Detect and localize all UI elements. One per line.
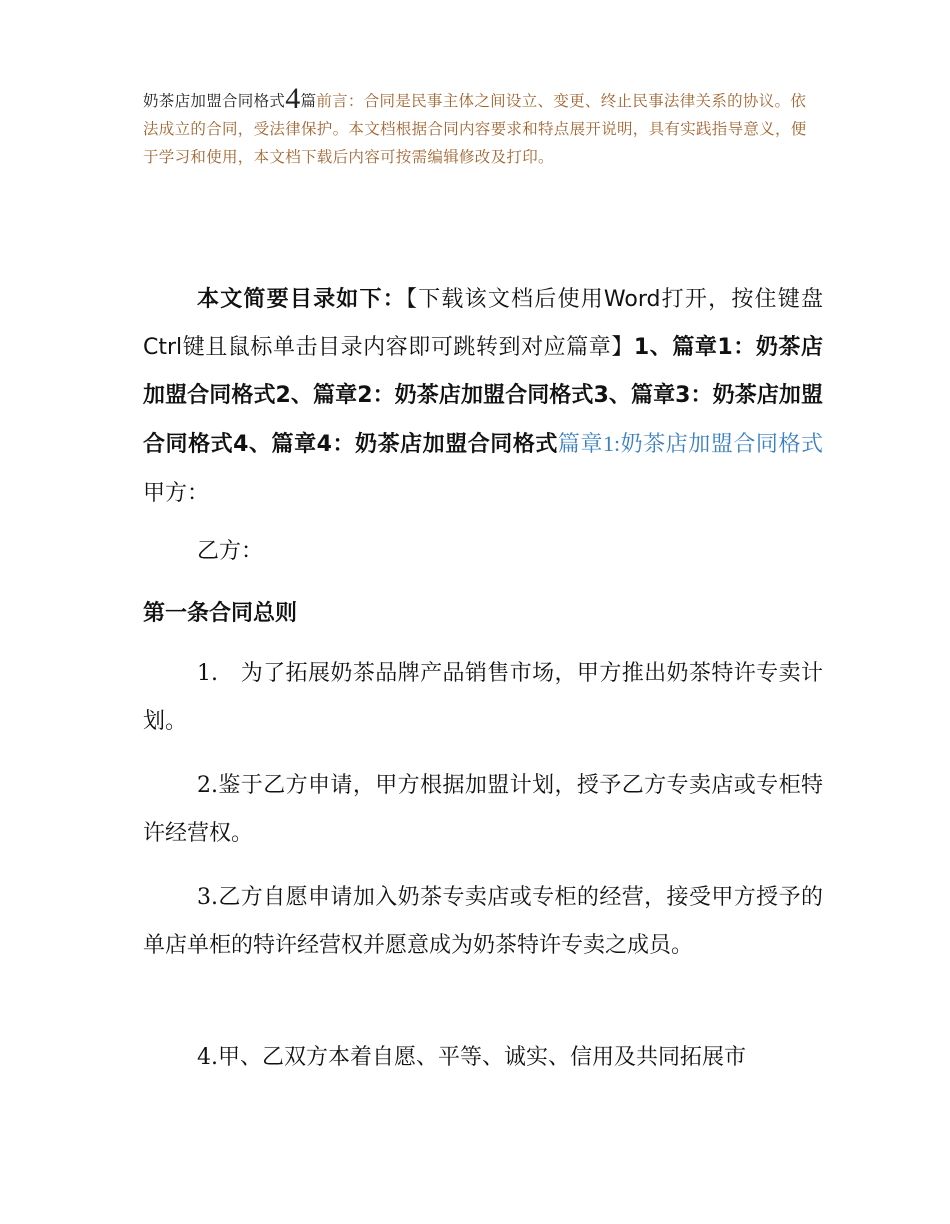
party-b-label: 乙方： [197, 539, 264, 564]
clause-4: 4.甲、乙双方本着自愿、平等、诚实、信用及共同拓展市 [197, 1045, 746, 1070]
chapter-1-link[interactable]: 篇章1:奶茶店加盟合同格式 [557, 431, 823, 456]
article-count-unit: 篇 [300, 93, 317, 110]
document-header [143, 82, 815, 172]
party-a-label: 甲方： [143, 480, 210, 505]
document-title: 奶茶店加盟合同格式 [143, 93, 286, 110]
toc-entries[interactable]: 1、篇章1：奶茶店加盟合同格式2、篇章2：奶茶店加盟合同格式3、篇章3：奶茶店加盟合同格式4、篇章4：奶茶店加盟合同格式 [143, 335, 823, 457]
section-heading: 第一条合同总则 [143, 601, 298, 626]
preface-text: 前言：合同是民事主体之间设立、变更、终止民事法律关系的协议。依法成立的合同，受法律保护。本文档根据合同内容要求和特点展开说明，具有实践指导意义，便于学习和使用，本文档下载后内容可按需编辑修改及打印。 [143, 93, 807, 166]
article-count: 4 [285, 82, 301, 115]
toc-intro: 本文简要目录如下： [197, 287, 406, 312]
clause-3: 3.乙方自愿申请加入奶茶专卖店或专柜的经营，接受甲方授予的单店单柜的特许经营权并愿意成为奶茶特许专卖之成员。 [143, 885, 823, 958]
table-of-contents [143, 276, 823, 518]
clause-1: 1. 为了拓展奶茶品牌产品销售市场，甲方推出奶茶特许专卖计划。 [143, 661, 823, 734]
toc-instruction: 【下载该文档后使用Word打开，按住键盘Ctrl键且鼠标单击目录内容即可跳转到对应篇章】 [143, 287, 823, 360]
clause-2: 2.鉴于乙方申请，甲方根据加盟计划，授予乙方专卖店或专柜特许经营权。 [143, 773, 823, 846]
